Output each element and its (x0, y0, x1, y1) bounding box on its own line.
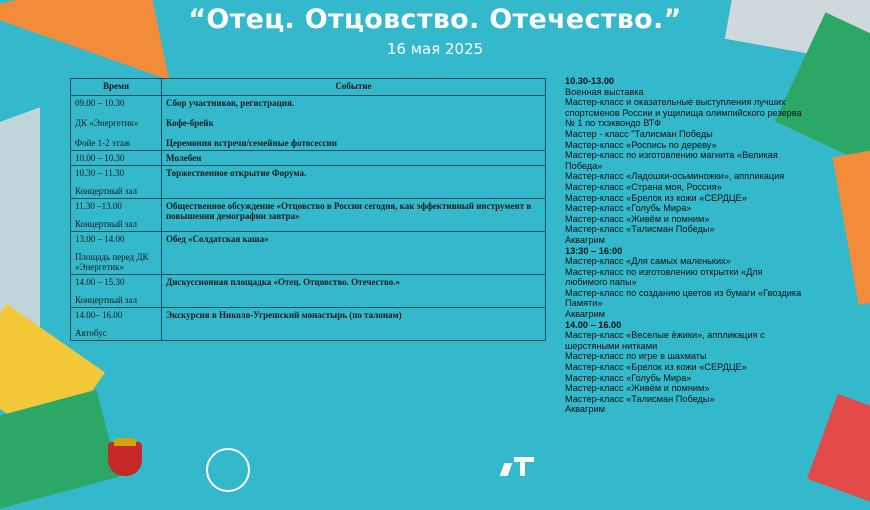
event-cell (162, 308, 546, 341)
program-item: Мастер-класс по изготовлению магнита «Великая Победа» (565, 150, 778, 171)
organization-logo (206, 440, 262, 476)
event-text: Экскурсия в Николо-Угрешский монастырь (по талонам) (166, 310, 402, 320)
program-item: Мастер-класс «Живём и помним» (565, 213, 710, 224)
event-date: 16 мая 2025 (386, 40, 484, 58)
program-item: Мастер-класс «Талисман Победы» (565, 393, 715, 404)
schedule-table (70, 78, 546, 341)
crown-icon (114, 438, 136, 446)
time-cell (71, 232, 162, 275)
program-item: Мастер-класс «Голубь Мира» (565, 203, 692, 214)
program-item: Мастер-класс «Для самых маленьких» (565, 256, 731, 267)
program-item: Мастер-класс по созданию цветов из бумаги «Гвоздика Памяти» (565, 287, 802, 309)
program-item: Мастер-класс «Брелок из кожи «СЕРДЦЕ» (565, 192, 747, 203)
program-time-heading: 10.30-13.00 (565, 76, 615, 86)
event-text: Торжественное открытие Форума. (166, 168, 307, 178)
program-item: Мастер-класс «Брелок из кожи «СЕРДЦЕ» (565, 362, 747, 373)
place-text: Автобус (75, 328, 107, 338)
time-cell (71, 308, 162, 341)
program-item: Мастер-класс по изготовлению открытки «Для любимого папы» (565, 266, 763, 288)
time-text: 13.00 – 14.00 (75, 234, 125, 244)
program-item: Мастер-класс и оказательные выступления лучших спортсменов России и ущилища олимпийского резерва № 1 по тхэквондо ВТФ (565, 97, 802, 129)
program-item: Мастер-класс «Живём и помним» (565, 383, 710, 394)
program-item: Аквагрим (565, 404, 605, 415)
program-time-heading: 13:30 – 16:00 (565, 245, 623, 256)
program-item: Мастер-класс «Роспись по дереву» (565, 139, 717, 150)
place-text: Площадь перед ДК «Энергетик» (75, 252, 149, 272)
time-text: 14.00 – 15.30 (75, 277, 125, 287)
time-cell (71, 166, 162, 199)
program-item: Мастер-класс по игре в шахматы (565, 351, 707, 362)
place-text: Фойе 1-2 этаж (75, 138, 131, 148)
page-title: “Отец. Отцовство. Отечество.” (188, 4, 682, 35)
region-coat-of-arms-logo (108, 440, 148, 476)
event-text: Общественное обсуждение «Отцовство в России сегодня, как эффективный инструмент в повышении демографии завтра» (166, 201, 532, 221)
logo-stroke (520, 461, 525, 476)
time-cell (71, 275, 162, 308)
program-item: Мастер-класс «Талисман Победы» (565, 224, 715, 235)
partner-logo-mark (500, 455, 540, 476)
table-row (71, 96, 546, 151)
time-text: 11.30 –13.00 (75, 201, 122, 211)
program-item: Мастер-класс «Голубь Мира» (565, 372, 692, 383)
shield-icon (108, 442, 142, 476)
program-time-heading: 14.00 – 16.00 (565, 319, 622, 330)
program-item: Мастер-класс «Ладошки-осьминожки», аппликация (565, 171, 785, 182)
program-item: Мастер-класс «Страна моя, Россия» (565, 181, 722, 192)
event-cell (162, 166, 546, 199)
table-row (71, 308, 546, 341)
table-row (71, 275, 546, 308)
event-text: Молебен (166, 153, 202, 163)
place-text: Концертный зал (75, 295, 138, 305)
time-cell (71, 96, 162, 151)
event-cell (162, 96, 546, 151)
time-cell (71, 199, 162, 232)
table-row (71, 166, 546, 199)
program-item: Мастер - класс "Талисман Победы (565, 128, 713, 139)
event-text: Сбор участников, регистрация. (166, 98, 295, 108)
time-text: 14.00– 16.00 (75, 310, 123, 320)
event-cell (162, 232, 546, 275)
program-item: Аквагрим (565, 309, 605, 320)
circle-emblem-icon (206, 448, 250, 492)
decor-shape-orange-right (833, 145, 870, 305)
time-text: 09.00 – 10.30 (75, 98, 125, 108)
time-text: 10.00 – 10.30 (75, 153, 125, 163)
column-header-time: Время (71, 79, 162, 96)
table-row (71, 199, 546, 232)
program-list (565, 76, 805, 415)
event-cell (162, 199, 546, 232)
event-cell (162, 151, 546, 166)
table-row (71, 232, 546, 275)
event-cell (162, 275, 546, 308)
event-text: Дискуссионная площадка «Отец. Отцовство. Отечество.» (166, 277, 401, 287)
logo-stroke (500, 463, 513, 476)
event-text: Кофе-брейк (166, 118, 214, 128)
table-header-row (71, 79, 546, 96)
event-text: Церемония встречи/семейные фотосессии (166, 138, 337, 148)
decor-shape-red-right (807, 394, 870, 506)
table-row (71, 151, 546, 166)
program-item: Аквагрим (565, 234, 605, 245)
time-text: 10.30 – 11.30 (75, 168, 125, 178)
time-cell (71, 151, 162, 166)
place-text: Концертный зал (75, 219, 138, 229)
column-header-event: Событие (162, 79, 546, 96)
event-text: Обед «Солдатская каша» (166, 234, 269, 244)
program-item: Военная выставка (565, 86, 644, 97)
place-text: ДК «Энергетик» (75, 118, 139, 128)
program-item: Мастер-класс «Веселые ёжики», аппликация с шерстяными нитками (565, 330, 765, 351)
place-text: Концертный зал (75, 186, 138, 196)
